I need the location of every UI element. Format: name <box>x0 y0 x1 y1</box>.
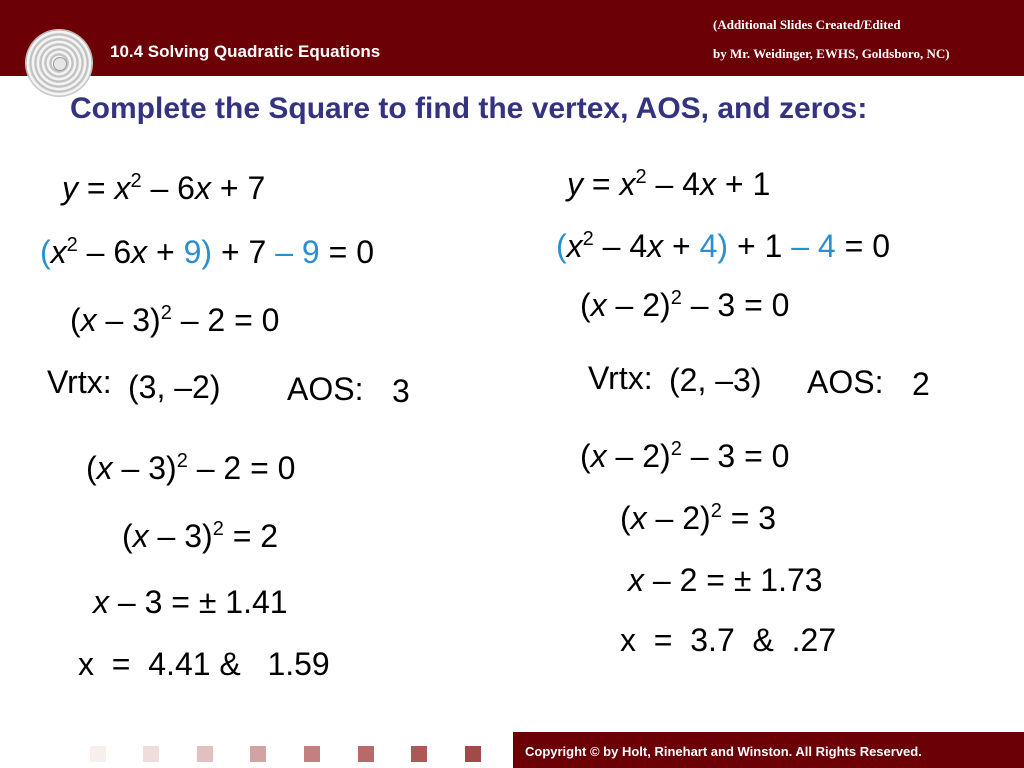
header-bar <box>0 0 1024 76</box>
copyright-notice: Copyright © by Holt, Rinehart and Winston. All Rights Reserved. <box>525 744 922 759</box>
footer-dot <box>358 746 374 762</box>
left-equation-6: x – 3 = ± 1.41 <box>93 584 288 620</box>
footer-bar <box>513 732 1024 768</box>
disc-logo-icon <box>26 30 92 96</box>
footer-dot <box>411 746 427 762</box>
left-vertex-value: (3, –2) <box>128 369 221 405</box>
right-equation-4: (x – 2)$^2$ – 3 = 0 <box>580 438 790 474</box>
slide-title: Complete the Square to find the vertex, AOS, and zeros: <box>70 92 868 125</box>
right-aos-label: AOS: <box>807 364 884 400</box>
right-equation-3: (x – 2)$^2$ – 3 = 0 <box>580 287 790 323</box>
right-equation-1: $y = x^2 - 4x + 1$ <box>567 166 771 202</box>
left-equation-4: (x – 3)$^2$ – 2 = 0 <box>86 450 296 486</box>
left-aos-label: AOS: <box>287 371 364 407</box>
right-equation-7: x = 3.7 & .27 <box>620 622 837 658</box>
footer-dot <box>197 746 213 762</box>
footer-dot <box>250 746 266 762</box>
footer-dot <box>304 746 320 762</box>
left-equation-7: x = 4.41 & 1.59 <box>78 646 330 682</box>
left-equation-2: $(x^2 - 6x + 9) + 7 - 9 = 0$ <box>40 234 374 270</box>
credit-line-2: by Mr. Weidinger, EWHS, Goldsboro, NC) <box>713 46 950 61</box>
left-vertex-label: Vrtx: <box>47 364 112 400</box>
footer-dot-strip <box>0 746 500 764</box>
left-equation-1: $y = x^2 - 6x + 7$ <box>62 170 266 206</box>
left-equation-5: (x – 3)$^2$ = 2 <box>122 518 279 554</box>
right-vertex-label: Vrtx: <box>588 360 653 396</box>
left-aos-value: 3 <box>392 373 410 409</box>
right-aos-value: 2 <box>912 366 930 402</box>
right-vertex-value: (2, –3) <box>669 362 762 398</box>
right-equation-5: (x – 2)$^2$ = 3 <box>620 500 777 536</box>
left-equation-3: (x – 3)$^2$ – 2 = 0 <box>70 302 280 338</box>
footer-dot <box>90 746 106 762</box>
right-equation-2: $(x^2 - 4x + 4) + 1 - 4 = 0$ <box>556 228 890 264</box>
right-equation-6: x – 2 = ± 1.73 <box>628 562 823 598</box>
credit-line-1: (Additional Slides Created/Edited <box>713 17 901 32</box>
footer-dot <box>465 746 481 762</box>
logo-center <box>53 57 67 71</box>
lesson-title: 10.4 Solving Quadratic Equations <box>110 42 381 61</box>
footer-dot <box>143 746 159 762</box>
